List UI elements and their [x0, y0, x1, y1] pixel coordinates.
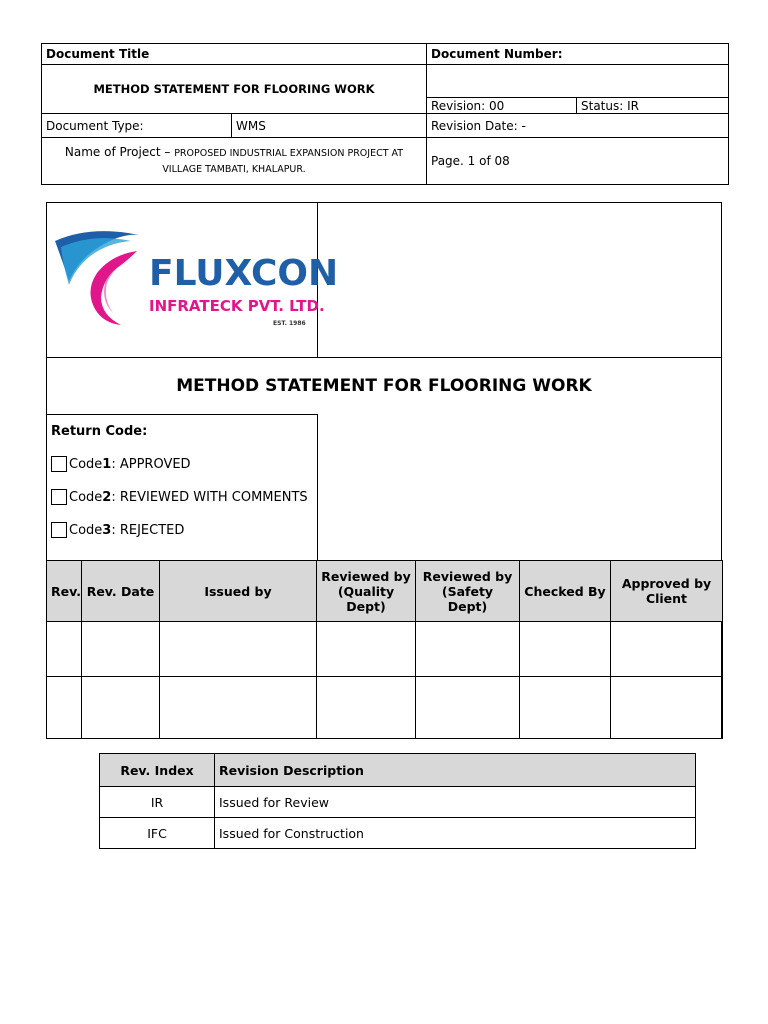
col-revision-description: Revision Description	[215, 754, 696, 787]
document-type-label: Document Type:	[42, 114, 232, 138]
col-approved-client: Approved by Client	[611, 561, 723, 622]
fluxcon-logo-icon	[51, 221, 339, 331]
col-issued-by: Issued by	[160, 561, 317, 622]
col-reviewed-safety: Reviewed by (Safety Dept)	[416, 561, 520, 622]
project-name	[42, 138, 427, 185]
checkbox-icon[interactable]	[51, 522, 67, 538]
checkbox-icon[interactable]	[51, 489, 67, 505]
cover-box	[46, 202, 722, 739]
logo-sub: INFRATECK PVT. LTD.	[149, 297, 325, 315]
col-rev-index: Rev. Index	[100, 754, 215, 787]
code-3-option[interactable]: Code 3 : REJECTED	[51, 522, 313, 538]
document-header-table	[41, 43, 729, 185]
col-reviewed-quality: Reviewed by (Quality Dept)	[317, 561, 416, 622]
return-code-title: Return Code:	[51, 424, 148, 439]
document-title-label: Document Title	[42, 44, 427, 65]
status-value: Status: IR	[577, 98, 729, 114]
project-label: Name of Project –	[64, 145, 171, 159]
table-row	[47, 677, 723, 739]
rev-description-cell: Issued for Review	[215, 787, 696, 818]
document-type-value: WMS	[232, 114, 427, 138]
logo-est: EST. 1986	[273, 320, 306, 327]
revision-value: Revision: 00	[427, 98, 577, 114]
col-rev: Rev.	[47, 561, 82, 622]
document-number-label: Document Number:	[427, 44, 729, 65]
main-title: METHOD STATEMENT FOR FLOORING WORK	[176, 376, 592, 396]
project-line1: PROPOSED INDUSTRIAL EXPANSION PROJECT AT	[174, 148, 404, 159]
col-rev-date: Rev. Date	[82, 561, 160, 622]
document-title-value: METHOD STATEMENT FOR FLOORING WORK	[42, 65, 427, 114]
revision-date: Revision Date: -	[427, 114, 729, 138]
table-row	[47, 622, 723, 677]
page-number: Page. 1 of 08	[427, 138, 729, 185]
table-row	[100, 787, 696, 818]
rev-index-cell: IR	[100, 787, 215, 818]
col-checked-by: Checked By	[520, 561, 611, 622]
revision-index-table	[99, 753, 696, 849]
code-1-option[interactable]: Code 1 : APPROVED	[51, 456, 313, 472]
project-line2: VILLAGE TAMBATI, KHALAPUR.	[162, 164, 306, 175]
rev-description-cell: Issued for Construction	[215, 818, 696, 849]
rev-index-cell: IFC	[100, 818, 215, 849]
logo-right-cell	[318, 203, 721, 358]
logo-cell	[47, 203, 339, 358]
revision-signoff-table	[46, 560, 723, 739]
checkbox-icon[interactable]	[51, 456, 67, 472]
document-number-value	[427, 65, 729, 98]
return-code-box	[47, 414, 318, 561]
table-row	[100, 818, 696, 849]
logo-name: FLUXCON	[149, 253, 339, 294]
code-2-option[interactable]: Code 2 : REVIEWED WITH COMMENTS	[51, 489, 313, 505]
